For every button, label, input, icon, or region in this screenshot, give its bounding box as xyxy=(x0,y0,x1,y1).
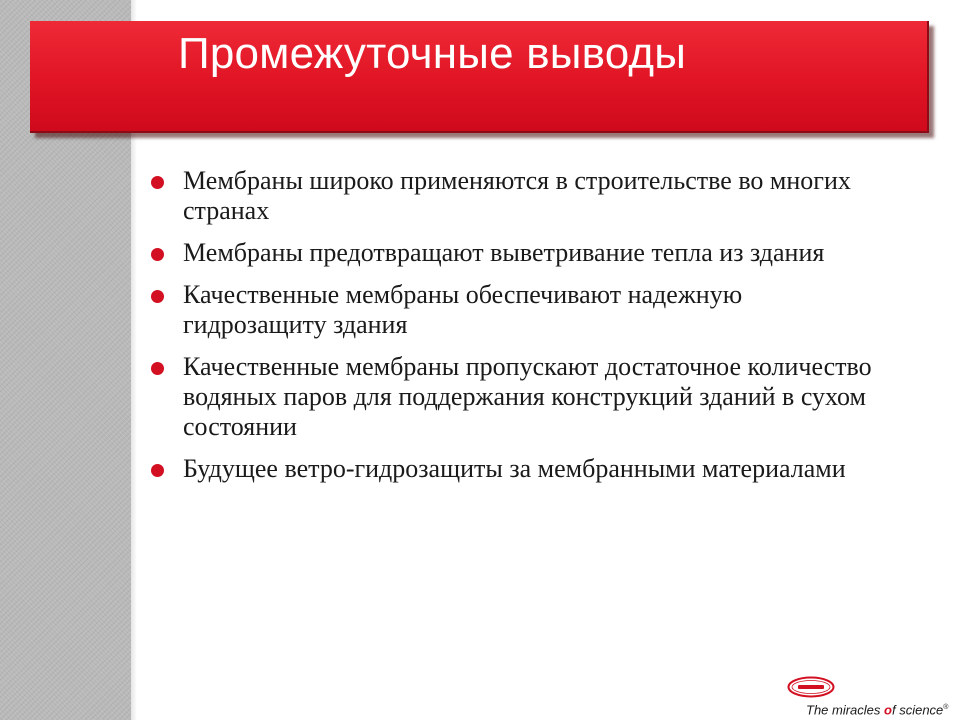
bullet-dot-icon xyxy=(151,464,164,477)
bullet-item xyxy=(148,352,888,442)
bullet-dot-icon xyxy=(151,176,164,189)
bullet-text: Мембраны широко применяются в строительстве во многих странах xyxy=(183,166,851,225)
tagline-text-start: The miracles xyxy=(806,702,885,718)
bullet-dot-icon xyxy=(151,248,164,261)
bullet-text: Качественные мембраны обеспечивают надежную гидрозащиту здания xyxy=(183,280,743,339)
bullet-dot-icon xyxy=(151,362,164,375)
bullet-text: Мембраны предотвращают выветривание тепла из здания xyxy=(183,238,825,267)
slide-title: Промежуточные выводы xyxy=(178,29,687,78)
tagline-text-end: f science xyxy=(891,702,944,718)
bullet-dot-icon xyxy=(151,290,164,303)
dupont-oval-logo-icon xyxy=(787,676,835,698)
registered-mark: ® xyxy=(943,704,949,711)
bullet-item xyxy=(148,280,888,340)
bullet-item xyxy=(148,454,888,484)
bullet-item xyxy=(148,238,888,268)
tagline xyxy=(806,701,948,717)
bullet-text: Будущее ветро-гидрозащиты за мембранными материалами xyxy=(183,454,846,483)
bullet-item xyxy=(148,166,888,226)
bullet-text: Качественные мембраны пропускают достаточное количество водяных паров для поддержания конструкций зданий в сухом состоянии xyxy=(183,352,872,441)
tagline-red-o: o xyxy=(884,702,892,718)
bullet-list xyxy=(148,166,888,496)
